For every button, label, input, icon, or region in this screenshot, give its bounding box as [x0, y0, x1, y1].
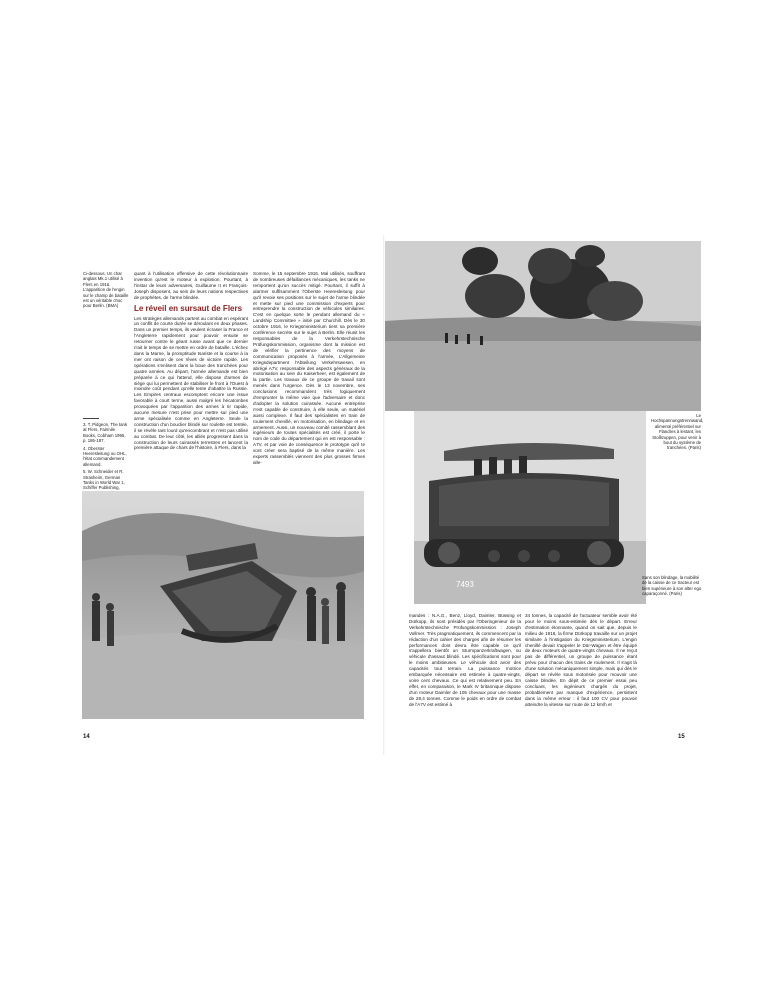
right-page	[385, 0, 771, 1000]
tractor-photo	[414, 411, 646, 604]
page-number-right: 15	[678, 734, 685, 740]
caption-top: Le Hochspannungstrennwand, alimenté préférentiel sur Flandres à lestant, les Stoßtruppen, pour venir à bout du système de tranchées. (Paris)	[651, 413, 704, 451]
body-paragraph-4: 34 tonnes, la capacité de l'actuateur semble avoir été pour le moins sous-estimée dès le départ. Erreur d'estimation étonnante, quand on sait que, depuis le milieu de 1916, la firme Dürkopp travaille sur un projet similaire à l'instigation du Kriegsministerium. L'engin chenillé devait s'appeler le Dür-Wagen et être équipé de deux moteurs de quatre-vingts chevaux. Il ne reçut pas de différentiel, un groupe de puissance étant prévu pour chacun des trains de roulement. Il s'agit là d'une solution mécaniquement simple, mais qui dès le départ se révèle sous motorisée pour mouvoir une caisse blindée. En dépit de ce premier essai peu concluant, les ingénieurs chargés du projet, probablement par manque d'expérience, persistent dans la même erreur : il faut 100 CV pour pouvoir atteindre la vitesse sur route de 12 km/h et	[525, 613, 637, 707]
section-heading: Le réveil en sursaut de Flers	[134, 303, 243, 313]
sidebar-caption-text: Ci-dessous, Un char anglais Mk.1 utilisé à Flers en 1916. L'apparition de l'engin sur le champ de bataille est un véritable choc pour Berlin. (BMA)	[83, 271, 129, 309]
body-paragraph: Les stratèges allemands partent au combat en espérant un conflit de courte durée se déroulant en deux phases. Dans un premier temps, ils veulent écraser la France et l'Angleterre rapidement pour pouvoir ensuite se retourner contre le géant russe avant que ce dernier n'ait le temps de se mettre en ordre de bataille. L'échec dans la Marne, la promptitude tsariste et la course à la mer ont raison de ces rêves de victoire rapide. Les opérations s'enlisent dans la boue des tranchées pour quatre années. Au départ, l'armée allemande est bien préparée à ce qui l'attend, elle dispose d'armes de siège qui lui permettent de stabiliser le front à l'Ouest à moindre coût pendant qu'elle tente d'abattre la Russie. Les Empires centraux escomptent encore une issue favorable à court terme, aussi malgré les hécatombes provoquées par l'apparition des armes à tir rapide, aucune mesure n'est prise pour mettre sur pied une arme spécialisée comme en Angleterre. Seule la construction d'un bouclier blindé sur roulette est tentée, il se révèle tant lourd qu'encombrant et n'est pas utilisé au combat. De leur côté, les alliés progressent dans la construction de leurs cuirassés terrestres et lancent la première attaque de chars de l'histoire, à Flers, dans la	[134, 315, 248, 451]
right-column-1	[409, 613, 521, 731]
tractor-photo-image	[414, 411, 646, 604]
footnote-3: 3. T. Pidgeon, The tank at Flers, Fairmile Books, Cobham 1995, p. 186-187.	[83, 422, 128, 444]
explosion-photo-image	[385, 241, 701, 411]
right-column-2	[525, 613, 637, 731]
footnote-4: 4. Oberster Heeresleitung ou OHL, l'état commandement allemand.	[83, 445, 127, 467]
page-number-left: 14	[83, 734, 90, 740]
body-paragraph-3: mandes : N.A.G., Benz, Lloyd, Daimler, Büssing et Dürkopp, ils sont présidés par l'Oberingenieur de la Verkehrstechnische Prüfungskommission : Joseph Vollmer. Très pragmatiquement, ils commencent par la rédaction d'un cahier des charges afin de résumer les performances dont devra être capable ce qu'il s'appellera bientôt un Sturmpanzerkraftwagen, ou véhicule d'assaut blindé. Les spécifications sont pour le moins ambitieuses. Le véhicule doit avoir des capacités tout terrain. La puissance motrice embarquée nécessaire est estimée à quatre-vingts, voire cent chevaux. Ce qui est relativement peu. En effet, en comparaison, le Mark IV britannique dispose d'un moteur Daimler de 105 chevaux pour une masse de 28,4 tonnes. Comme le poids en ordre de combat de l'A7V est estimé à	[409, 613, 521, 707]
body-paragraph-2: Somme, le 15 septembre 1916. Mal utilisés, souffrant de nombreuses défaillances mécaniques, les tanks ne remportent qu'un succès mitigé. Pourtant, il suffit à alarmer suffisamment l'Oberste Heeresleitung pour qu'il revoie ses positions sur le sujet de l'arme blindée et mette sur pied une commission d'experts pour entreprendre la construction de véhicules similaires. C'est en quelque sorte le pendant allemand du « Landship Committee » initié par Churchill. Dès le 30 octobre 1916, le Kriegsministerium tient sa première conférence secrète sur le sujet à Berlin. Elle réunit les responsables de la Verkehrstechnische Prüfungskommission, organisme dont la mission est de vérifier la pertinence des moyens de communication proposés à l'armée, L'Allgemeine Kriegsdepartment l'Abteilung Verkehrswesen, en abrégé A7V, responsable des aspects généraux de la motorisation au sein du Kaiserheer, est également de la partie. Les travaux de ce groupe de travail sont menés dans l'urgence. Dès le 13 novembre, ses conclusions recommandent très logiquement d'emprunter la même voie que l'adversaire et donc d'adopter la solution cuirassée. Aucune entreprise n'est capable de construire, à elle seule, un matériel aussi complexe. Il faut des spécialistes en train de roulement chenillé, en motorisation, en blindage et en armement. Aussi, un nouveau comité rassemblant des ingénieurs de toutes spécialités est créé, il porte le nom de code du département qui en est responsable : A7V, et par voie de conséquence le prototype qu'il te vont créer sera baptisé de la même manière. Les experts rassemblés viennent des plus grosses firmes alle-	[253, 271, 365, 465]
caption-bottom: Sans son blindage, la mobilité de la caisse de ce tracteur est bien supérieure à son alter ego caparaçonné. (Paris)	[642, 575, 702, 597]
tank-photo-image	[82, 491, 364, 719]
tank-photo	[82, 491, 364, 719]
intro-paragraph: quant à l'utilisation offensive de cette révolutionnaire invention qu'est le moteur à explosion. Pourtant, à l'instar de leurs adversaires, Guillaume II et François-Joseph disposent, au sein de leurs nations respectives de prophètes, de l'arme blindée.	[134, 271, 248, 300]
left-page	[0, 0, 385, 1000]
footnote-rule	[83, 418, 99, 419]
left-column-2	[253, 271, 365, 492]
sidebar-caption	[83, 271, 129, 311]
footnote-5: 5. W. Schneider et R. Strasheim, German Tanks in World War 1, Schiffer Publishing,	[83, 469, 125, 491]
left-column-1	[134, 271, 248, 492]
explosion-photo	[385, 241, 701, 411]
photo-number-label: 7493	[456, 580, 474, 589]
